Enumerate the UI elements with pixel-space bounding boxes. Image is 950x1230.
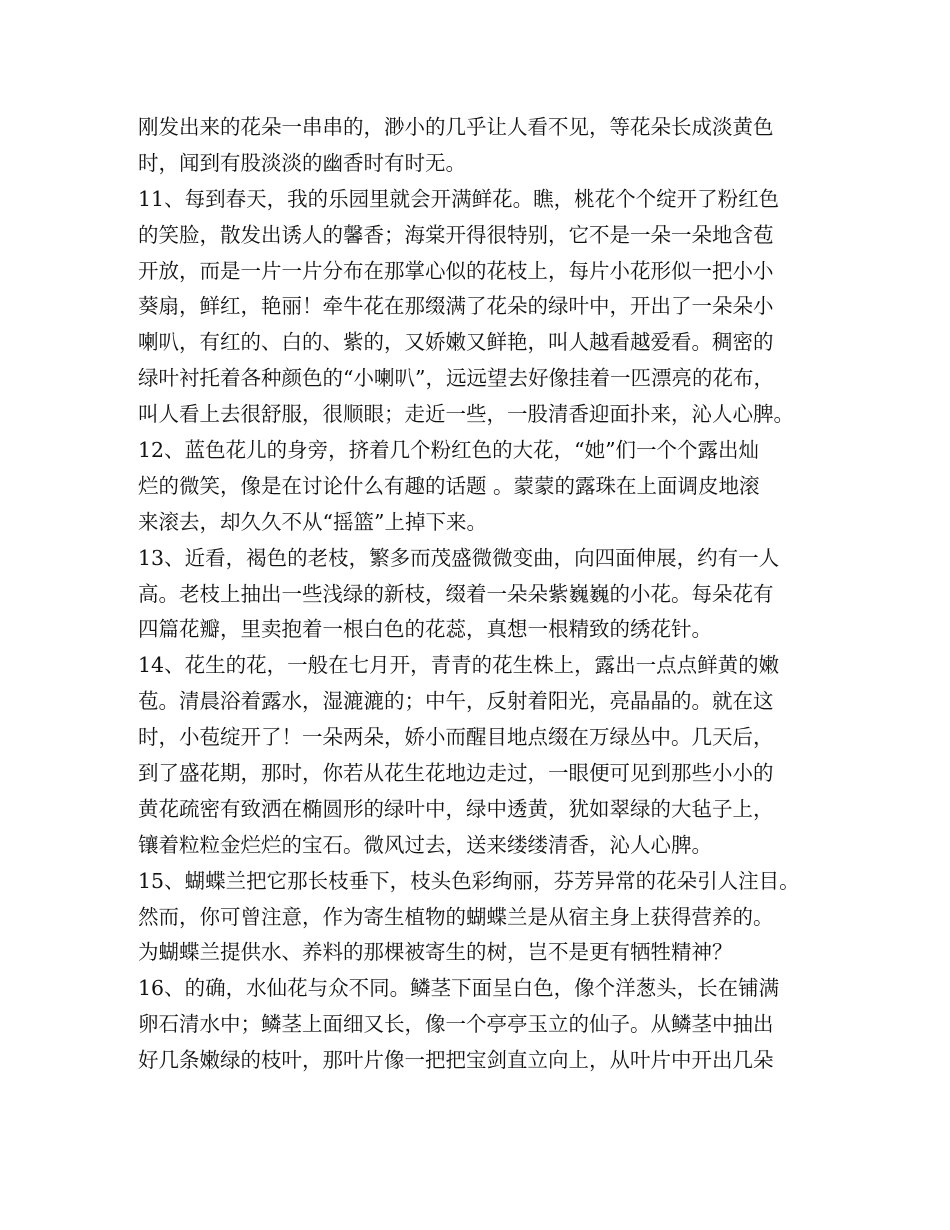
text-line: 来滚去，却久久不从“摇篮”上掉下来。	[138, 509, 487, 534]
text-line: 刚发出来的花朵一串串的，渺小的几乎让人看不见，等花朵长成淡黄色	[138, 115, 774, 139]
text-line: 苞。清晨浴着露水，湿漉漉的；中午，反射着阳光，亮晶晶的。就在这	[138, 689, 774, 714]
text-line: 的笑脸，散发出诱人的馨香；海棠开得很特别，它不是一朵一朵地含苞	[138, 222, 774, 247]
text-line: 高。老枝上抽出一些浅绿的新枝，缀着一朵朵紫巍巍的小花。每朵花有	[138, 581, 774, 606]
text-line: 卵石清水中；鳞茎上面细又长，像一个亭亭玉立的仙子。从鳞茎中抽出	[138, 1012, 774, 1037]
text-line: 开放，而是一片一片分布在那掌心似的花枝上，每片小花形似一把小小	[138, 258, 774, 283]
text-line: 喇叭，有红的、白的、紫的，又娇嫩又鲜艳，叫人越看越爱看。稠密的	[138, 330, 774, 355]
document-body-text	[138, 110, 838, 1079]
text-line: 葵扇，鲜红，艳丽！牵牛花在那缀满了花朵的绿叶中，开出了一朵朵小	[138, 294, 774, 319]
text-line: 然而，你可曾注意，作为寄生植物的蝴蝶兰是从宿主身上获得营养的。	[138, 904, 774, 929]
text-line: 16、的确，水仙花与众不同。鳞茎下面呈白色，像个洋葱头，长在铺满	[138, 976, 780, 1001]
text-line: 黄花疏密有致洒在椭圆形的绿叶中，绿中透黄，犹如翠绿的大毡子上，	[138, 796, 774, 821]
text-line: 镶着粒粒金烂烂的宝石。微风过去，送来缕缕清香，沁人心脾。	[138, 832, 712, 857]
text-line: 15、蝴蝶兰把它那长枝垂下，枝头色彩绚丽，芬芳异常的花朵引人注目。	[138, 868, 800, 893]
text-line: 11、每到春天，我的乐园里就会开满鲜花。瞧，桃花个个绽开了粉红色	[138, 186, 780, 211]
text-line: 13、近看，褐色的老枝，繁多而茂盛微微变曲，向四面伸展，约有一人	[138, 545, 780, 570]
text-line: 四篇花瓣，里卖抱着一根白色的花蕊，真想一根精致的绣花针。	[138, 617, 712, 642]
text-line: 时，小苞绽开了！一朵两朵，娇小而醒目地点缀在万绿丛中。几天后，	[138, 725, 774, 750]
text-line: 叫人看上去很舒服，很顺眼；走近一些，一股清香迎面扑来，沁人心脾。	[138, 402, 794, 427]
text-line: 为蝴蝶兰提供水、养料的那棵被寄生的树，岂不是更有牺牲精神？	[138, 940, 733, 965]
text-line: 12、蓝色花儿的身旁，挤着几个粉红色的大花，“她”们一个个露出灿	[138, 438, 760, 463]
text-line: 到了盛花期，那时，你若从花生花地边走过，一眼便可见到那些小小的	[138, 761, 774, 786]
text-line: 绿叶衬托着各种颜色的“小喇叭”，远远望去好像挂着一匹漂亮的花布，	[138, 366, 774, 391]
text-line: 14、花生的花，一般在七月开，青青的花生株上，露出一点点鲜黄的嫩	[138, 653, 780, 678]
text-line: 好几条嫩绿的枝叶，那叶片像一把把宝剑直立向上，从叶片中开出几朵	[138, 1048, 774, 1073]
text-line: 烂的微笑，像是在讨论什么有趣的话题 。蒙蒙的露珠在上面调皮地滚	[138, 473, 760, 498]
text-line: 时，闻到有股淡淡的幽香时有时无。	[138, 150, 466, 175]
